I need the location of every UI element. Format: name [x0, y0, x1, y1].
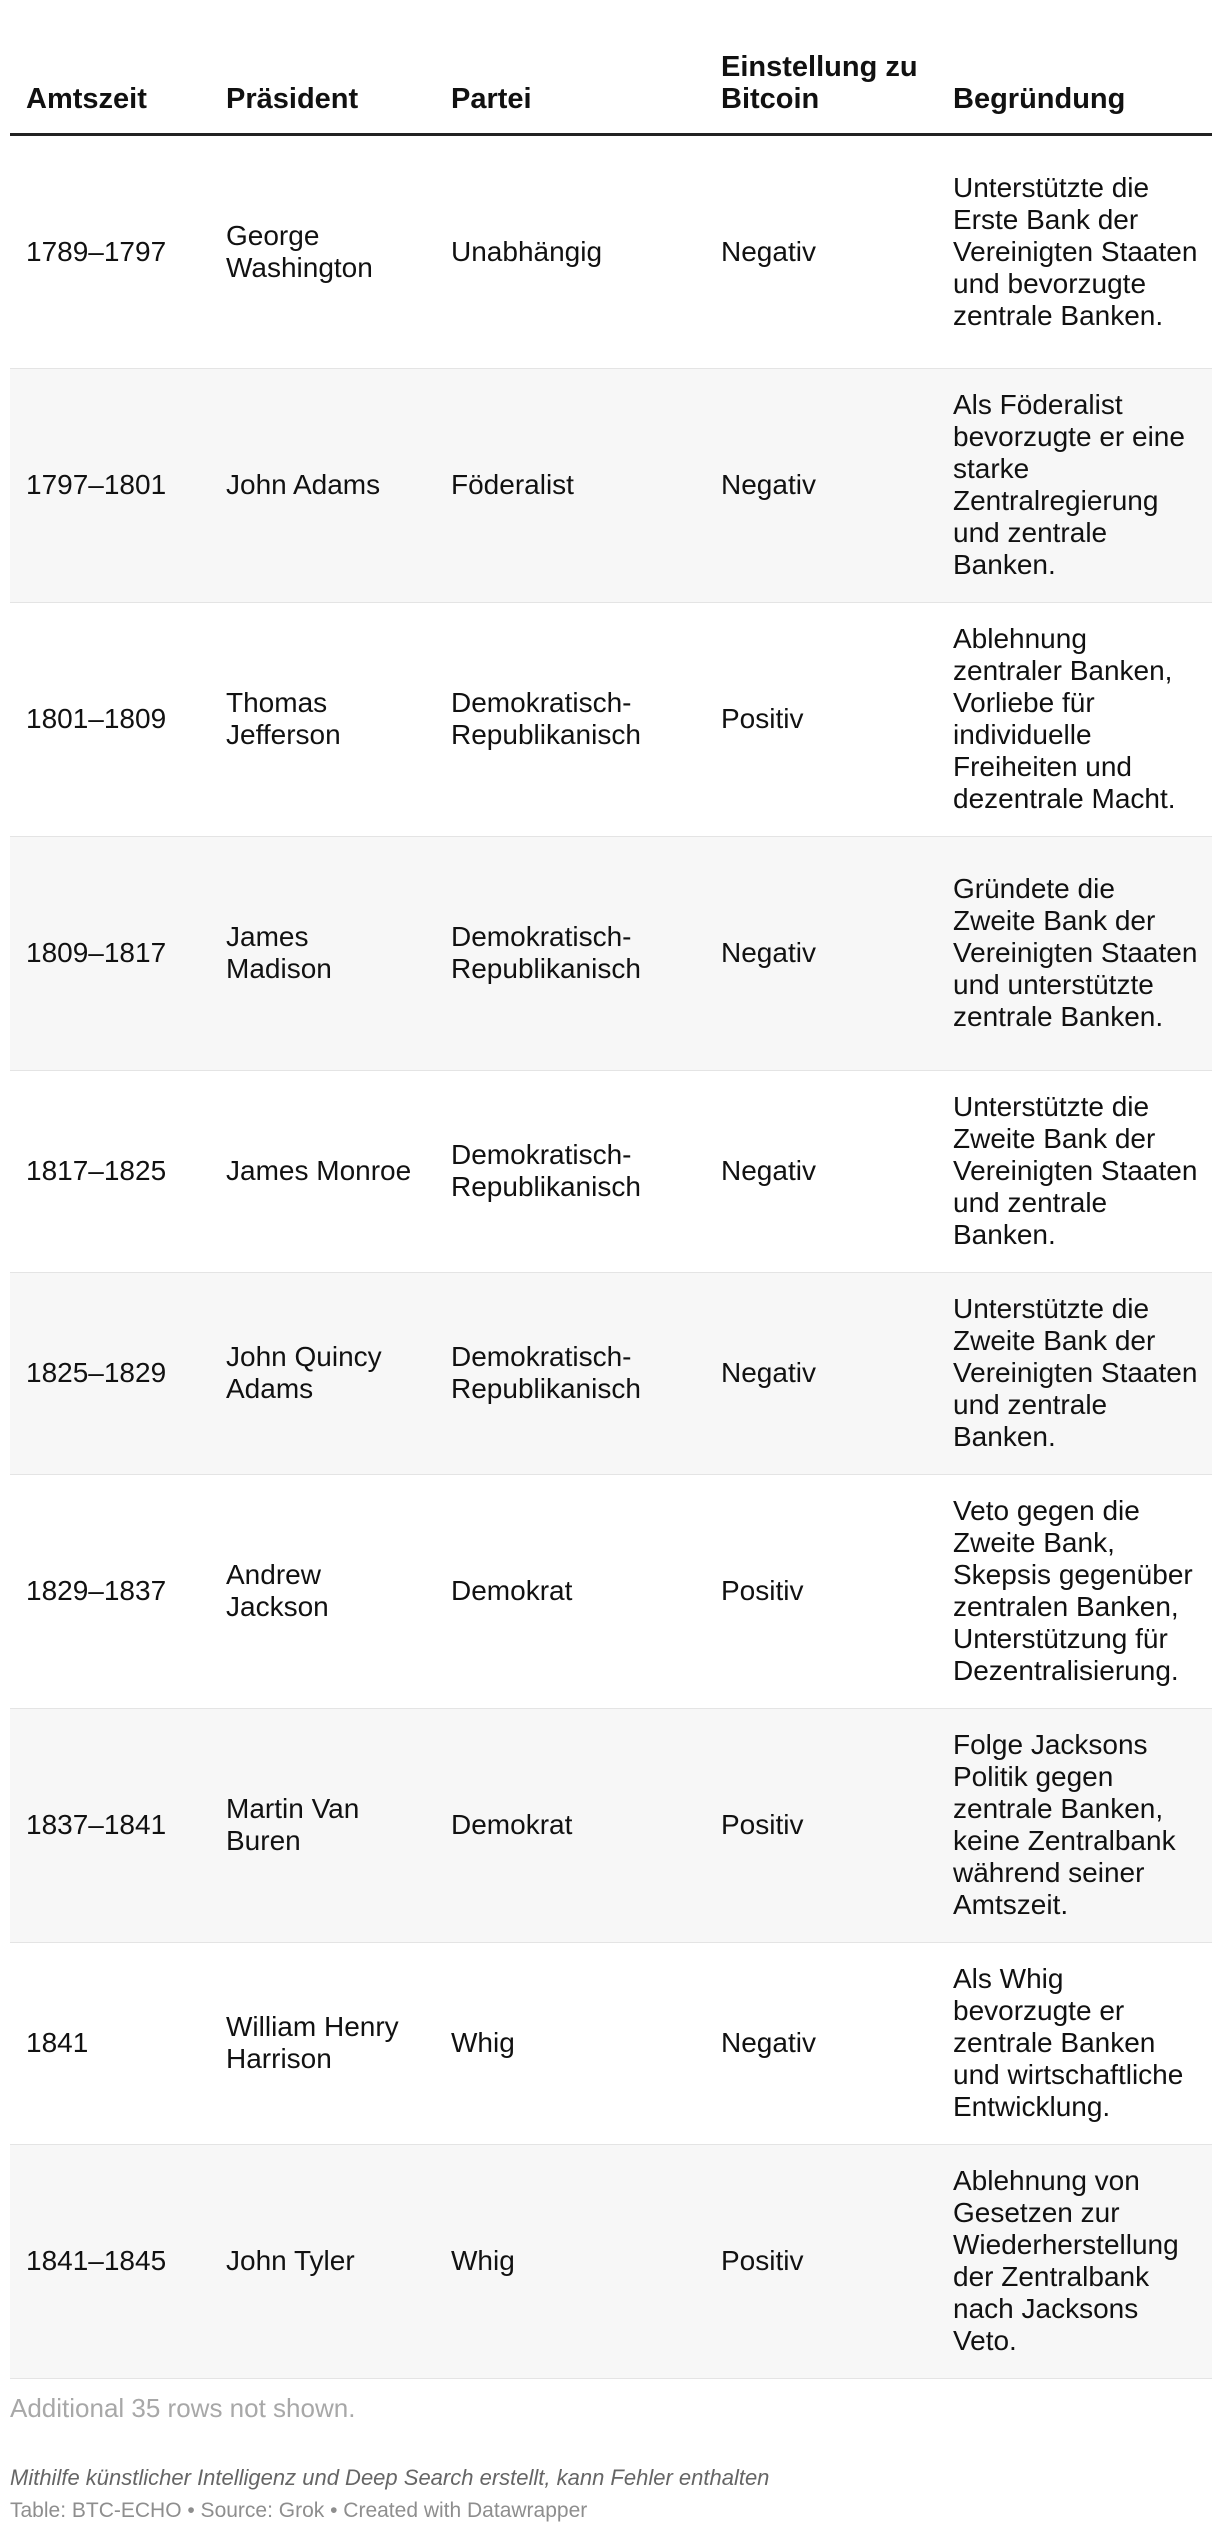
table-row [10, 1942, 1212, 2144]
table-row [10, 602, 1212, 836]
cell-partei: Demokratisch-Republikanisch [435, 1272, 705, 1474]
cell-partei: Whig [435, 2144, 705, 2378]
column-header-begruendung[interactable]: Begründung [937, 0, 1212, 134]
column-header-amtszeit[interactable]: Amtszeit [10, 0, 210, 134]
cell-einstellung: Negativ [705, 368, 937, 602]
table-container [10, 0, 1220, 2522]
column-header-praesident[interactable]: Präsident [210, 0, 435, 134]
cell-einstellung: Positiv [705, 1474, 937, 1708]
table-row [10, 836, 1212, 1070]
table-header-row [10, 0, 1212, 134]
cell-amtszeit: 1837–1841 [10, 1708, 210, 1942]
cell-amtszeit: 1809–1817 [10, 836, 210, 1070]
cell-begruendung: Unterstützte die Erste Bank der Vereinigten Staaten und bevorzugte zentrale Banken. [937, 134, 1212, 368]
cell-praesident: James Madison [210, 836, 435, 1070]
cell-praesident: William Henry Harrison [210, 1942, 435, 2144]
table-row [10, 1272, 1212, 1474]
cell-praesident: Thomas Jefferson [210, 602, 435, 836]
cell-praesident: Andrew Jackson [210, 1474, 435, 1708]
cell-partei: Demokrat [435, 1708, 705, 1942]
cell-begruendung: Folge Jacksons Politik gegen zentrale Banken, keine Zentralbank während seiner Amtszeit. [937, 1708, 1212, 1942]
table-row [10, 368, 1212, 602]
cell-praesident: George Washington [210, 134, 435, 368]
column-header-einstellung[interactable]: Einstellung zu Bitcoin [705, 0, 937, 134]
table-row [10, 2144, 1212, 2378]
column-header-partei[interactable]: Partei [435, 0, 705, 134]
cell-begruendung: Unterstützte die Zweite Bank der Vereinigten Staaten und zentrale Banken. [937, 1272, 1212, 1474]
table-row [10, 1708, 1212, 1942]
cell-begruendung: Als Föderalist bevorzugte er eine starke Zentralregierung und zentrale Banken. [937, 368, 1212, 602]
cell-partei: Demokrat [435, 1474, 705, 1708]
cell-amtszeit: 1817–1825 [10, 1070, 210, 1272]
cell-praesident: John Tyler [210, 2144, 435, 2378]
table-row [10, 1070, 1212, 1272]
source-credits: Table: BTC-ECHO • Source: Grok • Created with Datawrapper [10, 2499, 588, 2522]
ai-disclaimer: Mithilfe künstlicher Intelligenz und Deep Search erstellt, kann Fehler enthalten [10, 2465, 770, 2490]
more-rows-note: Additional 35 rows not shown. [10, 2393, 356, 2423]
cell-amtszeit: 1829–1837 [10, 1474, 210, 1708]
cell-partei: Demokratisch-Republikanisch [435, 602, 705, 836]
cell-begruendung: Unterstützte die Zweite Bank der Vereinigten Staaten und zentrale Banken. [937, 1070, 1212, 1272]
cell-amtszeit: 1825–1829 [10, 1272, 210, 1474]
cell-begruendung: Veto gegen die Zweite Bank, Skepsis gegenüber zentralen Banken, Unterstützung für Dezentralisierung. [937, 1474, 1212, 1708]
cell-partei: Demokratisch-Republikanisch [435, 1070, 705, 1272]
cell-einstellung: Negativ [705, 1070, 937, 1272]
cell-einstellung: Negativ [705, 1272, 937, 1474]
cell-begruendung: Als Whig bevorzugte er zentrale Banken und wirtschaftliche Entwicklung. [937, 1942, 1212, 2144]
cell-begruendung: Ablehnung zentraler Banken, Vorliebe für individuelle Freiheiten und dezentrale Macht. [937, 602, 1212, 836]
cell-praesident: James Monroe [210, 1070, 435, 1272]
cell-einstellung: Negativ [705, 836, 937, 1070]
cell-einstellung: Positiv [705, 602, 937, 836]
cell-amtszeit: 1801–1809 [10, 602, 210, 836]
cell-partei: Unabhängig [435, 134, 705, 368]
cell-praesident: Martin Van Buren [210, 1708, 435, 1942]
cell-praesident: John Quincy Adams [210, 1272, 435, 1474]
presidents-table [10, 0, 1212, 2379]
cell-amtszeit: 1789–1797 [10, 134, 210, 368]
cell-partei: Föderalist [435, 368, 705, 602]
table-row [10, 134, 1212, 368]
cell-einstellung: Negativ [705, 134, 937, 368]
cell-begruendung: Gründete die Zweite Bank der Vereinigten Staaten und unterstützte zentrale Banken. [937, 836, 1212, 1070]
cell-partei: Demokratisch-Republikanisch [435, 836, 705, 1070]
cell-praesident: John Adams [210, 368, 435, 602]
table-row [10, 1474, 1212, 1708]
cell-einstellung: Positiv [705, 1708, 937, 1942]
cell-einstellung: Positiv [705, 2144, 937, 2378]
cell-partei: Whig [435, 1942, 705, 2144]
cell-amtszeit: 1797–1801 [10, 368, 210, 602]
cell-amtszeit: 1841–1845 [10, 2144, 210, 2378]
cell-begruendung: Ablehnung von Gesetzen zur Wiederherstellung der Zentralbank nach Jacksons Veto. [937, 2144, 1212, 2378]
cell-amtszeit: 1841 [10, 1942, 210, 2144]
cell-einstellung: Negativ [705, 1942, 937, 2144]
